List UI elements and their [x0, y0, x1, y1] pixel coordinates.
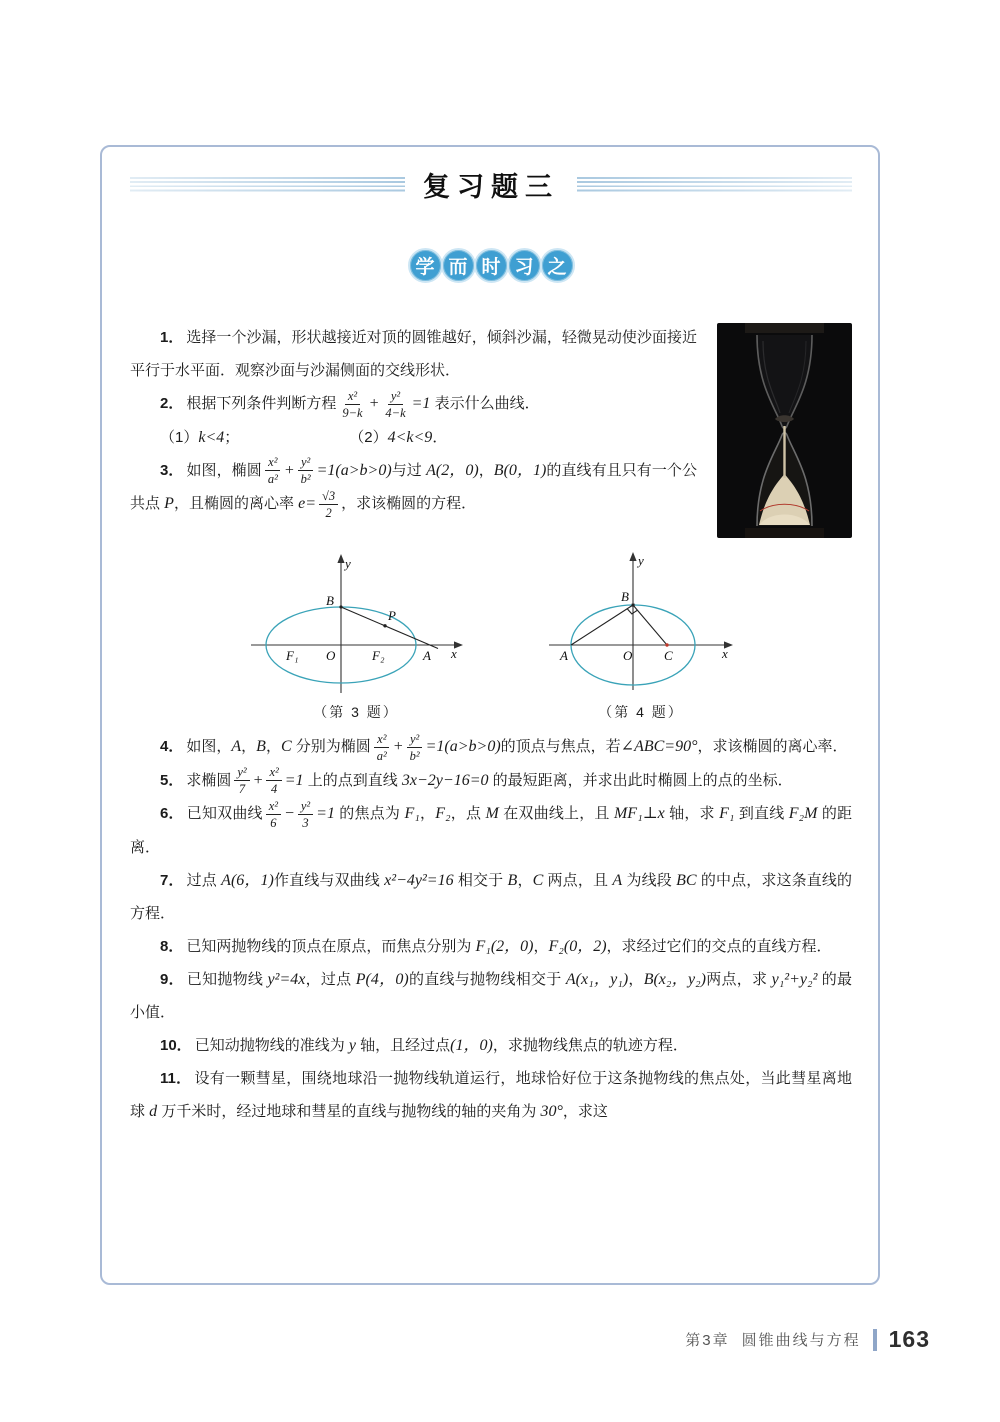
math-expression: F₁: [719, 805, 735, 823]
math-expression: +: [392, 738, 404, 755]
badge-char: 习: [507, 248, 542, 283]
math-expression: A: [612, 871, 623, 889]
badge-char: 而: [441, 248, 476, 283]
point-C: [665, 643, 668, 646]
math-expression: e=: [298, 495, 317, 513]
title-decor-left: [130, 177, 405, 193]
problem-number: 7．: [160, 871, 184, 889]
math-expression: y: [348, 1036, 356, 1054]
title-decor-right: [577, 177, 852, 193]
math-expression: ∠ABC=90°: [620, 738, 698, 755]
math-expression: B(0，1): [493, 461, 547, 479]
hourglass-illustration: [717, 323, 852, 538]
point-P: [383, 624, 386, 627]
math-expression: d: [149, 1102, 158, 1120]
label-y: y: [345, 556, 351, 571]
right-angle-mark: [627, 609, 637, 614]
math-expression: M: [485, 805, 499, 823]
math-expression: +: [368, 395, 380, 412]
point-B: [339, 605, 342, 608]
label-O: O: [326, 648, 336, 663]
math-expression: P: [164, 495, 174, 513]
label-F2: F₂: [372, 648, 385, 663]
math-expression: =1: [316, 805, 335, 823]
footer-chapter: 第3章: [685, 1332, 730, 1349]
problem-paragraph: 2． 根据下列条件判断方程 $\frac{\text{x²}}{9-k}$ + $\frac{\text{y²}}{4-k}$ =1 表示什么曲线．: [160, 388, 540, 420]
math-expression: MF₁⊥x: [613, 805, 665, 823]
badge-char: 时: [474, 248, 509, 283]
problem-number: 11．: [160, 1069, 192, 1087]
label-x: x: [451, 646, 457, 661]
problem-number: 8．: [160, 937, 184, 955]
math-expression: 3x−2y−16=0: [401, 771, 489, 789]
fraction: $\frac{\text{y²}}{7}$: [234, 764, 249, 797]
problem-paragraph: 4． 如图，A，B，C 分别为椭圆 $\frac{\text{x²}}{\text{a²}}$ + $\frac{\text{y²}}{\text{b²}}$ =1(a>b>0)的顶点与焦点，若∠ABC=90°，求该椭圆的离心率．: [160, 731, 848, 763]
problem-paragraph: 6． 已知双曲线 $\frac{\text{x²}}{6}$ − $\frac{\text{y²}}{3}$ =1 的焦点为 F₁，F₂，点 M 在双曲线上，且 MF₁⊥x 轴，求 F₁ 到直线 F₂M 的距离．: [130, 798, 853, 856]
label-F1: F₁: [286, 648, 299, 663]
fraction: $\frac{√3}{2}$: [319, 488, 338, 521]
problem-paragraph: 10． 已知动抛物线的准线为 y 轴，且经过点(1，0)，求抛物线焦点的轨迹方程．: [160, 1036, 688, 1054]
math-expression: A(2，0): [426, 461, 479, 479]
math-expression: −: [284, 805, 295, 823]
math-expression: =1(a>b>0): [316, 461, 392, 479]
math-expression: B: [256, 738, 266, 755]
problems-top: [130, 321, 852, 521]
math-expression: =1(a>b>0): [425, 738, 501, 755]
math-expression: =1: [284, 771, 304, 789]
math-expression: A: [231, 738, 242, 755]
fraction: $\frac{\text{x²}}{\text{a²}}$: [265, 454, 281, 487]
fraction: $\frac{\text{x²}}{\text{a²}}$: [374, 731, 390, 764]
problem-paragraph: 8． 已知两抛物线的顶点在原点，而焦点分别为 F₁(2，0)，F₂(0，2)，求经过它们的交点的直线方程．: [160, 937, 832, 955]
fraction: $\frac{\text{x²}}{6}$: [266, 798, 281, 831]
hourglass-photo: [717, 323, 852, 538]
segment-BC: [633, 605, 667, 645]
problem-number: 2．: [160, 395, 184, 412]
problem-number: 1．: [160, 329, 184, 346]
math-expression: BC: [676, 871, 697, 889]
title-bar: [130, 165, 852, 204]
math-expression: C: [280, 738, 292, 755]
figure-problem-3: [241, 550, 471, 722]
fraction: $\frac{\text{x²}}{4}$: [266, 764, 281, 797]
fraction: $\frac{\text{y²}}{4-k}$: [385, 388, 406, 420]
section-badge: [130, 248, 852, 283]
label-B: B: [621, 589, 629, 604]
math-expression: B: [507, 871, 518, 889]
problem-number: 10．: [160, 1036, 192, 1054]
problem-paragraph: 9． 已知抛物线 y²=4x，过点 P(4，0)的直线与抛物线相交于 A(x₁，y₁)，B(x₂，y₂)两点，求 y₁²+y₂² 的最小值．: [130, 970, 853, 1021]
label-y: y: [638, 553, 644, 568]
math-expression: F₁: [404, 805, 420, 823]
problem-number: 5．: [160, 771, 184, 789]
fraction: $\frac{\text{y²}}{3}$: [298, 798, 313, 831]
problem-paragraph: 11． 设有一颗彗星，围绕地球沿一抛物线轨道运行，地球恰好位于这条抛物线的焦点处，当此彗星离地球 d 万千米时，经过地球和彗星的直线与抛物线的轴的夹角为 30°，求这: [130, 1069, 853, 1120]
problem-paragraph: 3． 如图，椭圆 $\frac{\text{x²}}{\text{a²}}$ + $\frac{\text{y²}}{\text{b²}}$ =1(a>b>0)与过 A(2，0)，B(0，1)的直线有且只有一个公共点 P，且椭圆的离心率 e= $\frac{√3}{2}$ ，求该椭圆的方程．: [130, 455, 697, 520]
footer-divider: [873, 1329, 877, 1351]
segment-AB: [571, 605, 633, 645]
page-footer: [685, 1326, 930, 1353]
figure-caption: （第 3 题）: [313, 704, 399, 720]
math-expression: x²−4y²=16: [384, 871, 454, 889]
problem-paragraph: 7． 过点 A(6，1)作直线与双曲线 x²−4y²=16 相交于 B，C 两点，且 A 为线段 BC 的中点，求这条直线的方程．: [130, 871, 853, 922]
math-expression: P(4，0): [355, 970, 409, 988]
badge-char: 之: [540, 248, 575, 283]
figure-caption: （第 4 题）: [598, 704, 684, 720]
badge-char: 学: [408, 248, 443, 283]
math-expression: F₁(2，0): [475, 937, 534, 955]
math-expression: 30°: [540, 1102, 563, 1120]
math-expression: B(x₂，y₂): [643, 970, 706, 988]
problem-number: 9．: [160, 970, 184, 988]
label-O: O: [623, 648, 633, 663]
math-expression: C: [532, 871, 544, 889]
math-expression: +: [283, 461, 295, 479]
math-expression: (1，0): [450, 1036, 493, 1054]
fraction: $\frac{\text{x²}}{9-k}$: [342, 388, 363, 420]
math-expression: F₂: [435, 805, 451, 823]
problem-paragraph: 5． 求椭圆 $\frac{\text{y²}}{7}$ + $\frac{\text{x²}}{4}$ =1 上的点到直线 3x−2y−16=0 的最短距离，并求出此时椭圆上的点的坐标．: [160, 765, 793, 797]
label-P: P: [388, 608, 396, 623]
problem-paragraph: 1． 选择一个沙漏，形状越接近对顶的圆锥越好，倾斜沙漏，轻微晃动使沙面接近平行于水平面．观察沙面与沙漏侧面的交线形状．: [130, 329, 697, 379]
ellipse-diagram-4: [541, 550, 741, 700]
problem-number: 4．: [160, 738, 184, 755]
math-expression: k<4: [198, 428, 225, 446]
page-title: 复习题三: [423, 172, 559, 202]
math-expression: F₂(0，2): [548, 937, 607, 955]
figure-row: [130, 550, 852, 722]
figure-problem-4: [541, 550, 741, 722]
page-frame: [100, 145, 880, 1285]
ellipse-diagram-3: [241, 550, 471, 700]
problem-number: 3．: [160, 461, 184, 479]
label-C: C: [664, 648, 673, 663]
label-A: A: [423, 648, 431, 663]
problem-subparagraph: （1）k<4； （2）4<k<9．: [160, 428, 448, 446]
math-expression: F₂M: [788, 805, 818, 823]
label-x: x: [722, 646, 728, 661]
fraction: $\frac{\text{y²}}{\text{b²}}$: [407, 731, 423, 764]
footer-section: 圆锥曲线与方程: [741, 1332, 861, 1349]
point-B: [632, 604, 635, 607]
math-expression: +: [252, 771, 264, 789]
label-A: A: [560, 648, 568, 663]
math-expression: y₁²+y₂²: [771, 970, 818, 988]
math-expression: A(6，1): [221, 871, 274, 889]
math-expression: y²=4x: [267, 970, 306, 988]
label-B: B: [326, 593, 334, 608]
math-expression: 4<k<9: [387, 428, 433, 446]
page-number: 163: [888, 1326, 930, 1352]
math-expression: =1: [411, 395, 431, 412]
fraction: $\frac{\text{y²}}{\text{b²}}$: [298, 454, 314, 487]
math-expression: A(x₁，y₁): [565, 970, 629, 988]
problem-number: 6．: [160, 805, 184, 823]
problems-bottom: [130, 730, 852, 1128]
